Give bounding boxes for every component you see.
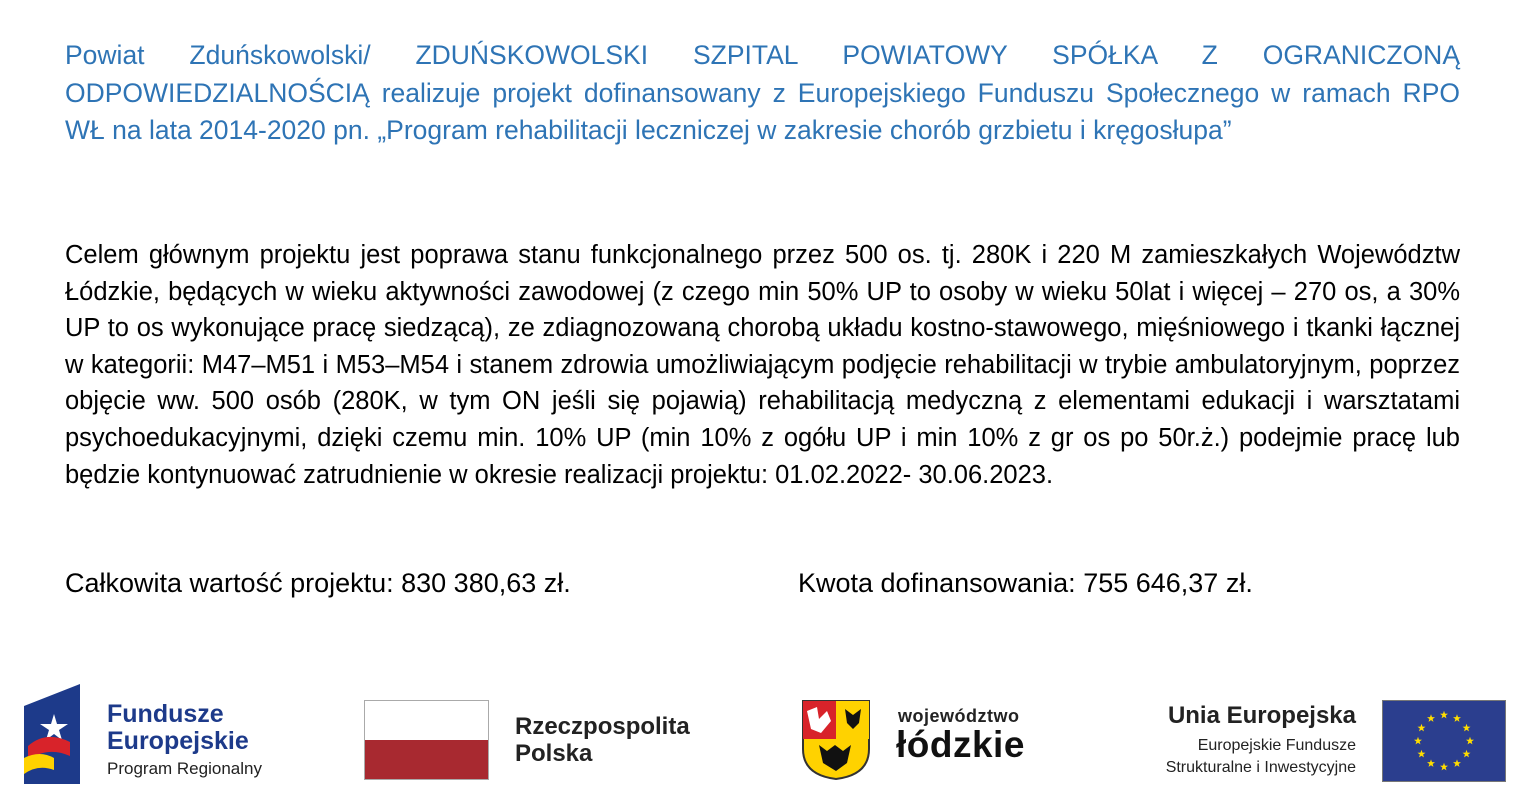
- ue-logo-line2: Europejskie Fundusze: [1197, 737, 1356, 754]
- poland-flag-icon: [364, 700, 489, 780]
- logo-unia-europejska: [1110, 700, 1506, 782]
- rp-logo-line1: Rzeczpospolita: [515, 713, 690, 740]
- lodz-logo-line1: województwo: [898, 706, 1020, 726]
- fe-star-logo-icon: [24, 684, 84, 784]
- funding-amount: Kwota dofinansowania: 755 646,37 zł.: [798, 568, 1253, 598]
- eu-flag-icon: [1382, 700, 1506, 782]
- logo-rzeczpospolita-polska: [364, 700, 724, 780]
- logo-wojewodztwo-lodzkie: [801, 699, 1061, 781]
- intro-paragraph: Powiat Zduńskowolski/ ZDUŃSKOWOLSKI SZPITAL POWIATOWY SPÓŁKA Z OGRANICZONĄ ODPOWIEDZIALNOŚCIĄ realizuje projekt dofinansowany z Europejskiego Funduszu Społecznego w ramach RPO WŁ na lata 2014-2020 pn. „Program rehabilitacji leczniczej w zakresie chorób grzbietu i kręgosłupa”: [65, 40, 1460, 145]
- total-project-value: Całkowita wartość projektu: 830 380,63 zł.: [65, 568, 571, 598]
- fe-logo-line1: Fundusze: [107, 700, 224, 728]
- ue-logo-line3: Strukturalne i Inwestycyjne: [1165, 759, 1356, 776]
- fe-logo-line2: Europejskie: [107, 727, 249, 755]
- lodz-logo-line2: łódzkie: [896, 724, 1025, 765]
- lodz-crest-icon: [801, 699, 871, 781]
- rp-logo-line2: Polska: [515, 740, 593, 767]
- project-description: Celem głównym projektu jest poprawa stanu funkcjonalnego przez 500 os. tj. 280K i 220 M zamieszkałych Województw Łódzkie, będących w wieku aktywności zawodowej (z czego min 50% UP to osoby w wieku 50lat i więcej – 270 os, a 30% UP to os wykonujące pracę siedzącą), ze zdiagnozowaną chorobą układu kostno-stawowego, mięśniowego i tkanki łącznej w kategorii: M47–M51 i M53–M54 i stanem zdrowia umożliwiającym podjęcie rehabilitacji w trybie ambulatoryjnym, poprzez objęcie ww. 500 osób (280K, w tym ON jeśli się pojawią) rehabilitacją medyczną z elementami edukacji i warsztatami psychoedukacyjnymi, dzięki czemu min. 10% UP (min 10% z ogółu UP i min 10% z gr os po 50r.ż.) podejmie pracę lub będzie kontynuować zatrudnienie w okresie realizacji projektu: 01.02.2022- 30.06.2023.: [65, 241, 1460, 489]
- logo-fundusze-europejskie: [24, 684, 324, 784]
- fe-logo-line3: Program Regionalny: [107, 759, 262, 778]
- ue-logo-line1: Unia Europejska: [1167, 702, 1356, 729]
